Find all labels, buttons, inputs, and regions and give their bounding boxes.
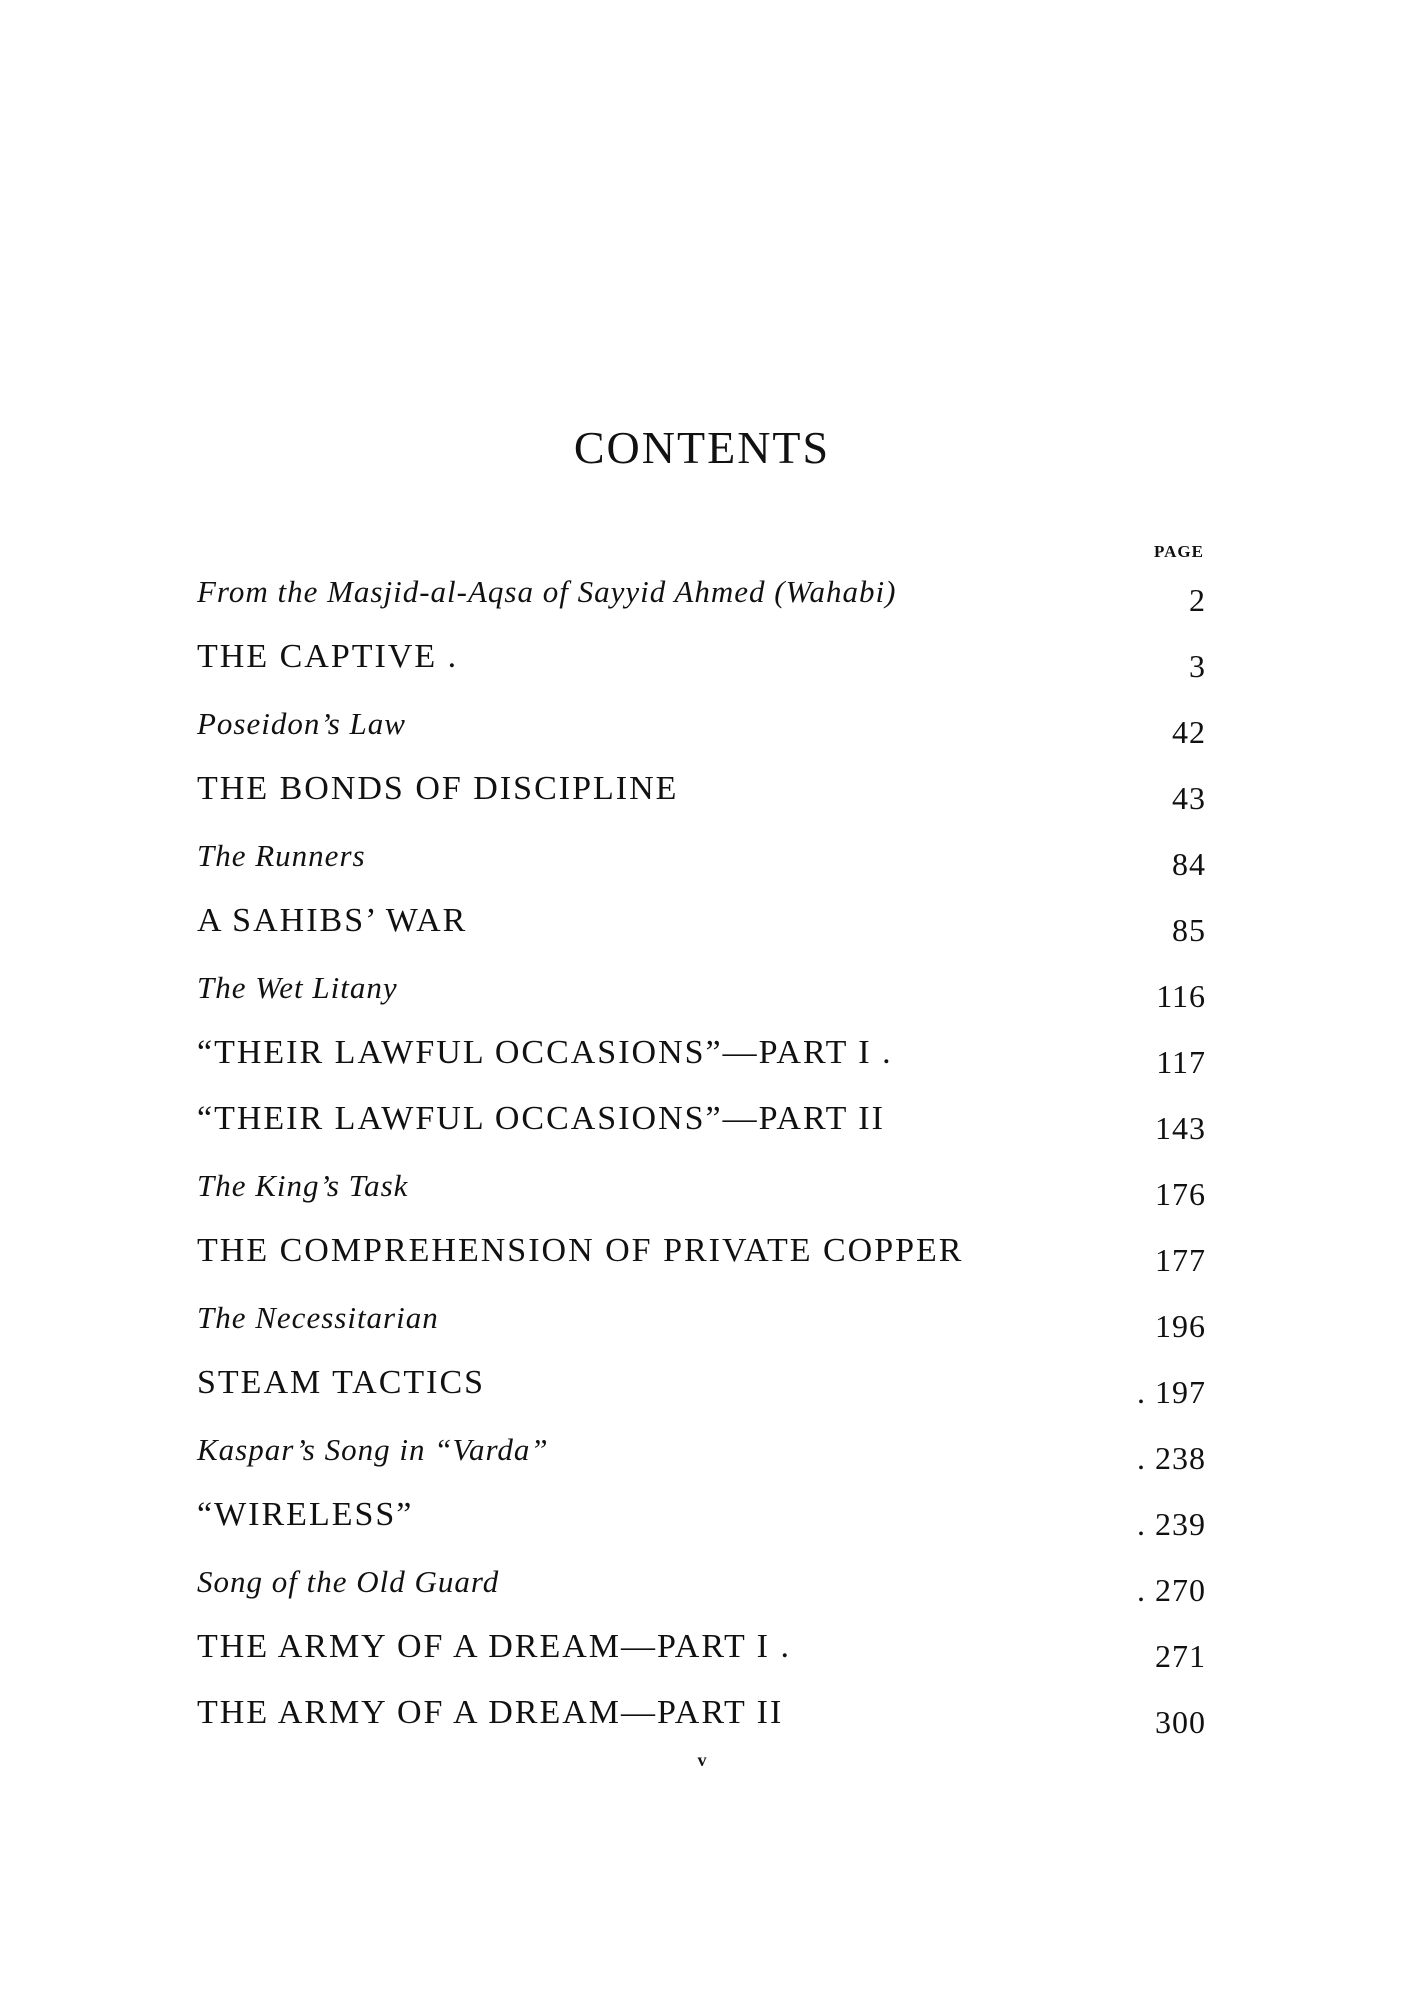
toc-entry-page: 177 bbox=[1155, 1242, 1206, 1278]
toc-entry bbox=[197, 1616, 1206, 1682]
toc-entry-page: . 239 bbox=[1137, 1506, 1206, 1542]
toc-entry-page: 2 bbox=[1189, 582, 1206, 618]
toc-entry-page: 3 bbox=[1189, 648, 1206, 684]
toc-entry bbox=[197, 1682, 1206, 1748]
toc-entry-page: 176 bbox=[1155, 1176, 1206, 1212]
toc-entry-page: 42 bbox=[1172, 714, 1206, 750]
page-column-header: PAGE bbox=[1154, 542, 1204, 561]
toc-entry-page: 196 bbox=[1155, 1308, 1206, 1344]
toc-entry-title: The Necessitarian bbox=[197, 1300, 439, 1335]
toc-entry bbox=[197, 560, 1206, 626]
toc-entry-page: 271 bbox=[1155, 1638, 1206, 1674]
toc-entry bbox=[197, 824, 1206, 890]
toc-entry-title: Kaspar’s Song in “Varda” bbox=[197, 1432, 549, 1467]
toc-entry-title: The Wet Litany bbox=[197, 970, 398, 1005]
toc-entry bbox=[197, 1220, 1206, 1286]
toc-entry-title: THE COMPREHENSION OF PRIVATE COPPER bbox=[197, 1232, 964, 1269]
toc-entry-title: “THEIR LAWFUL OCCASIONS”—PART I . bbox=[197, 1034, 893, 1071]
toc-entry-page: . 197 bbox=[1137, 1374, 1206, 1410]
toc-entry-title: THE ARMY OF A DREAM—PART I . bbox=[197, 1628, 791, 1665]
toc-entry bbox=[197, 1286, 1206, 1352]
toc-entry-page: 84 bbox=[1172, 846, 1206, 882]
toc-entry-page: 117 bbox=[1156, 1044, 1206, 1080]
toc-entry bbox=[197, 692, 1206, 758]
toc-entry-title: THE ARMY OF A DREAM—PART II bbox=[197, 1694, 784, 1731]
toc-entry bbox=[197, 1352, 1206, 1418]
toc-entry-page: 143 bbox=[1155, 1110, 1206, 1146]
toc-entry-title: THE BONDS OF DISCIPLINE bbox=[197, 770, 679, 807]
table-of-contents bbox=[197, 560, 1206, 1748]
page-title: CONTENTS bbox=[573, 422, 831, 473]
toc-entry bbox=[197, 1154, 1206, 1220]
toc-entry bbox=[197, 758, 1206, 824]
toc-entry-title: Poseidon’s Law bbox=[197, 706, 406, 741]
toc-entry-page: 85 bbox=[1172, 912, 1206, 948]
toc-entry-title: STEAM TACTICS bbox=[197, 1364, 486, 1401]
toc-entry bbox=[197, 1418, 1206, 1484]
toc-entry bbox=[197, 1550, 1206, 1616]
toc-entry-title: From the Masjid-al-Aqsa of Sayyid Ahmed (Wahabi) bbox=[197, 574, 897, 609]
toc-entry bbox=[197, 1022, 1206, 1088]
toc-entry-page: . 238 bbox=[1137, 1440, 1206, 1476]
toc-entry-title: THE CAPTIVE . bbox=[197, 638, 459, 675]
toc-entry-page: 116 bbox=[1156, 978, 1206, 1014]
toc-entry-title: “WIRELESS” bbox=[197, 1496, 414, 1533]
page-folio: v bbox=[697, 1750, 707, 1770]
toc-entry-title: A SAHIBS’ WAR bbox=[197, 902, 468, 939]
toc-entry bbox=[197, 1088, 1206, 1154]
toc-entry-page: 43 bbox=[1172, 780, 1206, 816]
toc-entry bbox=[197, 956, 1206, 1022]
toc-entry-title: “THEIR LAWFUL OCCASIONS”—PART II bbox=[197, 1100, 885, 1137]
toc-entry-title: Song of the Old Guard bbox=[197, 1564, 500, 1599]
toc-entry bbox=[197, 626, 1206, 692]
toc-entry bbox=[197, 890, 1206, 956]
toc-entry-title: The King’s Task bbox=[197, 1168, 409, 1203]
toc-entry-title: The Runners bbox=[197, 838, 366, 873]
toc-entry-page: 300 bbox=[1155, 1704, 1206, 1740]
toc-entry-page: . 270 bbox=[1137, 1572, 1206, 1608]
toc-entry bbox=[197, 1484, 1206, 1550]
